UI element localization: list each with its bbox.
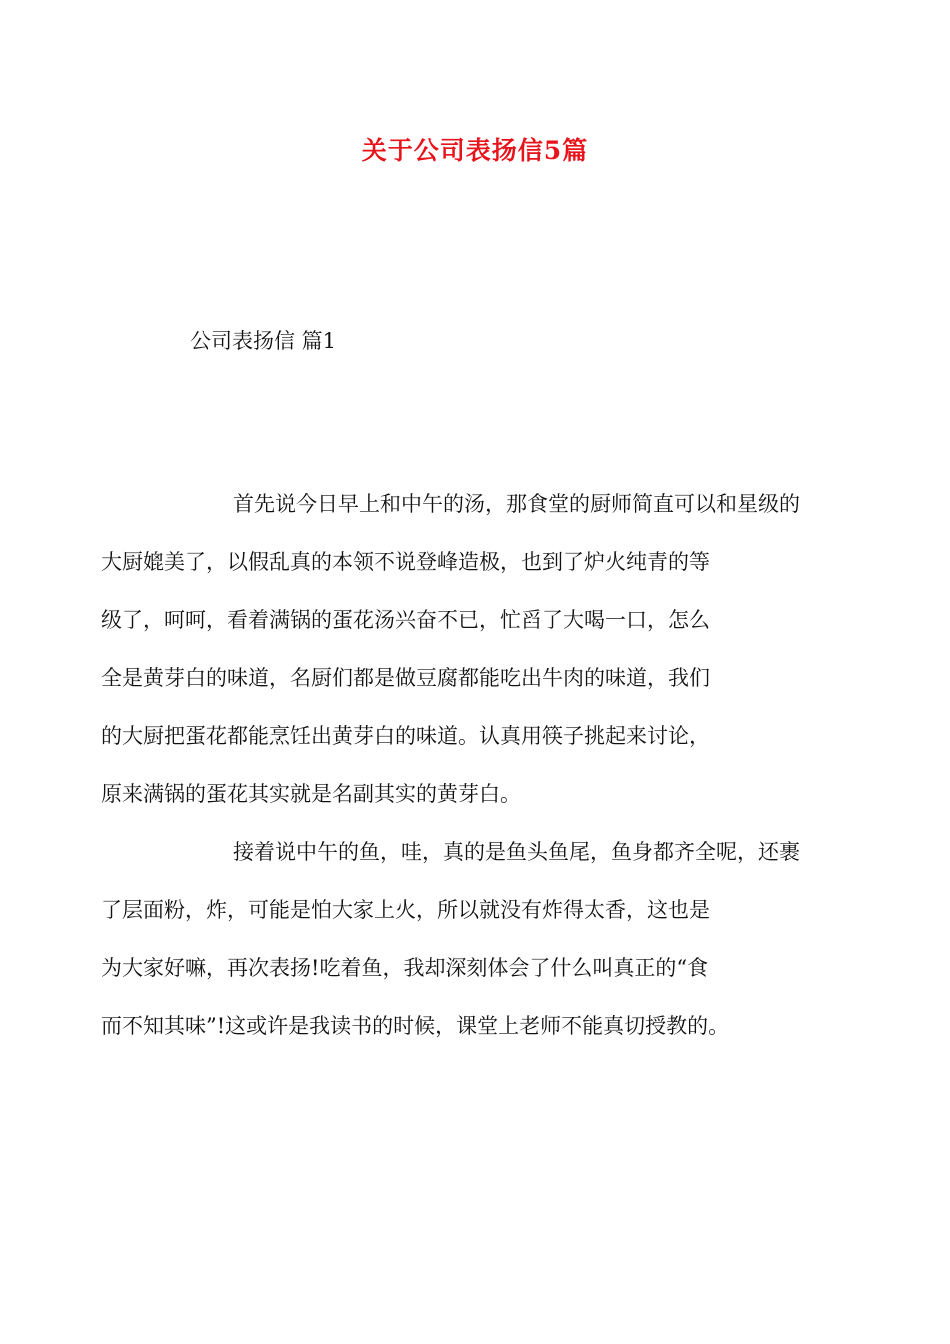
section-heading: 公司表扬信 篇1 bbox=[190, 329, 337, 353]
paragraph-1 bbox=[101, 475, 815, 823]
text-line: 原来满锅的蛋花其实就是名副其实的黄芽白。 bbox=[101, 782, 521, 806]
text-line: 而不知其味”!这或许是我读书的时候，课堂上老师不能真切授教的。 bbox=[101, 1014, 730, 1038]
paragraph-2 bbox=[101, 823, 815, 1055]
text-line: 级了，呵呵，看着满锅的蛋花汤兴奋不已，忙舀了大喝一口，怎么 bbox=[101, 608, 710, 632]
text-line: 全是黄芽白的味道，名厨们都是做豆腐都能吃出牛肉的味道，我们 bbox=[101, 666, 710, 690]
document-title: 关于公司表扬信5篇 bbox=[361, 136, 589, 165]
text-line: 的大厨把蛋花都能烹饪出黄芽白的味道。认真用筷子挑起来讨论， bbox=[101, 724, 710, 748]
text-line: 首先说今日早上和中午的汤，那食堂的厨师简直可以和星级的 bbox=[233, 492, 800, 516]
text-line: 为大家好嘛，再次表扬!吃着鱼，我却深刻体会了什么叫真正的“食 bbox=[101, 956, 709, 980]
text-line: 大厨媲美了，以假乱真的本领不说登峰造极，也到了炉火纯青的等 bbox=[101, 550, 710, 574]
text-line: 接着说中午的鱼，哇，真的是鱼头鱼尾，鱼身都齐全呢，还裹 bbox=[233, 840, 800, 864]
text-line: 了层面粉，炸，可能是怕大家上火，所以就没有炸得太香，这也是 bbox=[101, 898, 710, 922]
document-body bbox=[101, 475, 815, 1055]
